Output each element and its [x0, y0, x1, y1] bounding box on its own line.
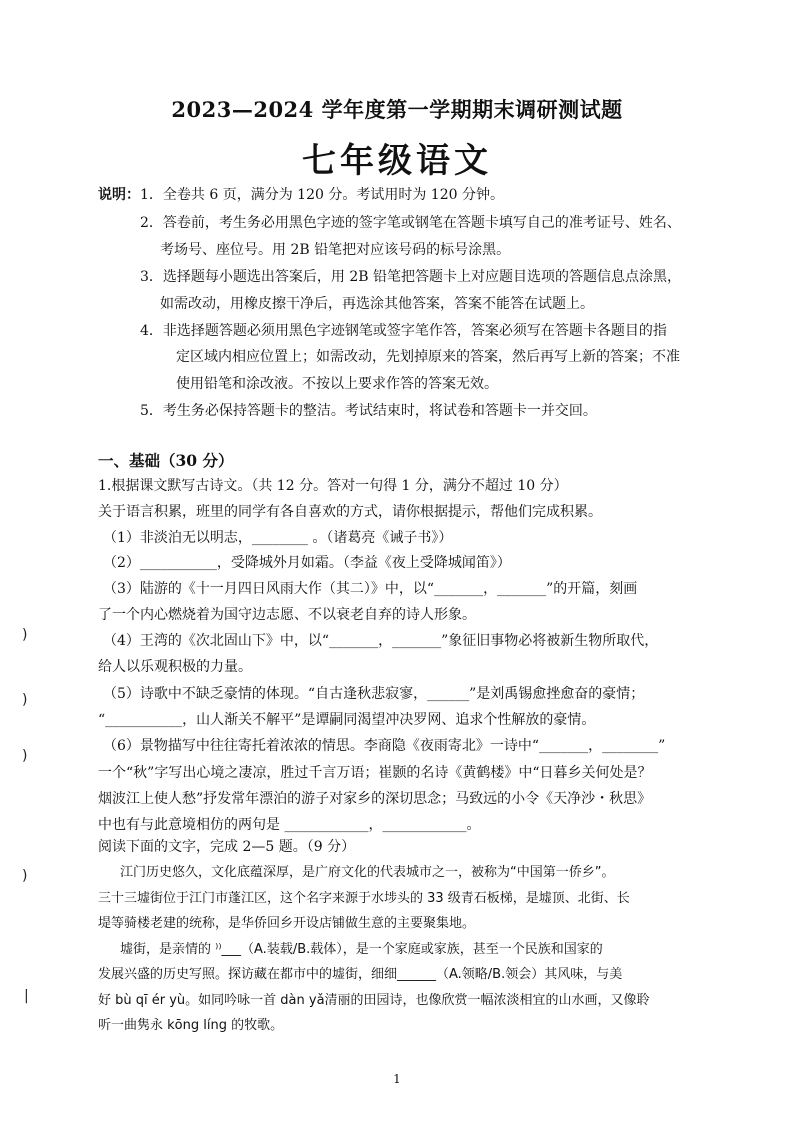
question-line: 关于语言积累，班里的同学有各自喜欢的方式，请你根据提示，帮他们完成积累。 — [98, 504, 602, 520]
question-line: （6）景物描写中往往寄托着浓浓的情思。李商隐《夜雨寄北》一诗中“_______，________” — [103, 738, 666, 754]
binding-mark: ) — [22, 627, 28, 643]
instructions-label: 说明： — [98, 187, 140, 203]
reading-prompt: 阅读下面的文字，完成 2—5 题。（9 分） — [98, 839, 356, 855]
question-line: （3）陆游的《十一月四日风雨大作（其二）》中，以“_______，_______”的开篇，刻画 — [103, 581, 638, 597]
question-line: （5）诗歌中不缺乏豪情的体现。“自古逢秋悲寂寥，______”是刘禹锡愈挫愈奋的豪情； — [103, 686, 645, 702]
instruction-line: 考场号、座位号。用 2B 铅笔把对应该号码的标号涂黑。 — [160, 242, 511, 258]
instruction-line: 1．全卷共 6 页，满分为 120 分。考试用时为 120 分钟。 — [140, 187, 504, 203]
instruction-line: 4．非选择题答题必须用黑色字迹钢笔或签字笔作答，答案必须写在答题卡各题目的指 — [140, 323, 667, 339]
binding-mark: ) — [22, 692, 28, 708]
passage-line: 好 bù qī ér yù。如同吟咏一首 dàn yǎ清丽的田园诗，也像欣赏一幅浓淡相宜的山水画，又像聆 — [98, 993, 650, 1008]
question-line: 1.根据课文默写古诗文。（共 12 分。答对一句得 1 分，满分不超过 10 分） — [98, 478, 568, 494]
passage-line: 三十三墟街位于江门市蓬江区，这个名字来源于水埗头的 33 级青石板梯，是墟顶、北街、长 — [98, 891, 630, 906]
question-line: 一个“秋”字写出心境之凄凉，胜过千言万语；崔颢的名诗《黄鹤楼》中“日暮乡关何处是？ — [98, 765, 652, 781]
binding-mark: ) — [22, 868, 28, 884]
instruction-line: 3．选择题每小题选出答案后，用 2B 铅笔把答题卡上对应题目选项的答题信息点涂黑， — [140, 269, 682, 285]
exam-title: 2023—2024 学年度第一学期期末调研测试题 — [171, 97, 623, 122]
section-heading: 一、基础（30 分） — [98, 451, 234, 470]
passage-line: 堤等骑楼老建的统称，是华侨回乡开设店铺做生意的主要聚集地。 — [98, 916, 476, 931]
instruction-line: 5．考生务必保持答题卡的整洁。考试结束时，将试卷和答题卡一并交回。 — [140, 403, 597, 419]
question-line: 了一个内心燃烧着为国守边志愿、不以衰老自弃的诗人形象。 — [98, 607, 476, 623]
question-line: （4）王湾的《次北固山下》中，以“_______，_______”象征旧事物必将被新生物所取代， — [103, 633, 659, 649]
binding-mark: | — [24, 988, 29, 1004]
instruction-line: 如需改动，用橡皮擦干净后，再选涂其他答案，答案不能答在试题上。 — [160, 296, 594, 312]
instruction-line: 2．答卷前，考生务必用黑色字迹的签字笔或钢笔在答题卡填写自己的准考证号、姓名、 — [140, 215, 681, 231]
passage-line: 江门历史悠久，文化底蕴深厚，是广府文化的代表城市之一，被称为“中国第一侨乡”。 — [120, 865, 615, 880]
binding-mark: ) — [22, 748, 28, 764]
subject-title: 七年级语文 — [302, 141, 492, 181]
question-line: （1）非淡泊无以明志，________ 。（诸葛亮《诫子书》） — [103, 530, 453, 546]
page-number: 1 — [393, 1072, 401, 1086]
question-line: 烟波江上使人愁”抒发常年漂泊的游子对家乡的深切思念；马致远的小令《天净沙・秋思》 — [98, 791, 652, 807]
question-line: 给人以乐观积极的力量。 — [98, 659, 252, 675]
passage-line: 墟街，是亲情的 ⁾⁾___（A.装载/B.载体），是一个家庭或家族，甚至一个民族和国家的 — [120, 942, 603, 957]
question-line: 中也有与此意境相仿的两句是 ____________，____________。 — [98, 817, 481, 833]
question-line: （2）___________，受降城外月如霜。（李益《夜上受降城闻笛》） — [103, 555, 511, 571]
passage-line: 听一曲隽永 kōng líng 的牧歌。 — [98, 1018, 284, 1033]
passage-line: 发展兴盛的历史写照。探访藏在都市中的墟街，细细______（A.领略/B.领会）其风味，与美 — [98, 967, 623, 982]
question-line: “___________，山人渐关不解平”是谭嗣同渴望冲决罗网、追求个性解放的豪情。 — [98, 712, 596, 728]
instruction-line: 使用铅笔和涂改液。不按以上要求作答的答案无效。 — [176, 376, 498, 392]
instruction-line: 定区域内相应位置上；如需改动，先划掉原来的答案，然后再写上新的答案；不准 — [176, 349, 680, 365]
